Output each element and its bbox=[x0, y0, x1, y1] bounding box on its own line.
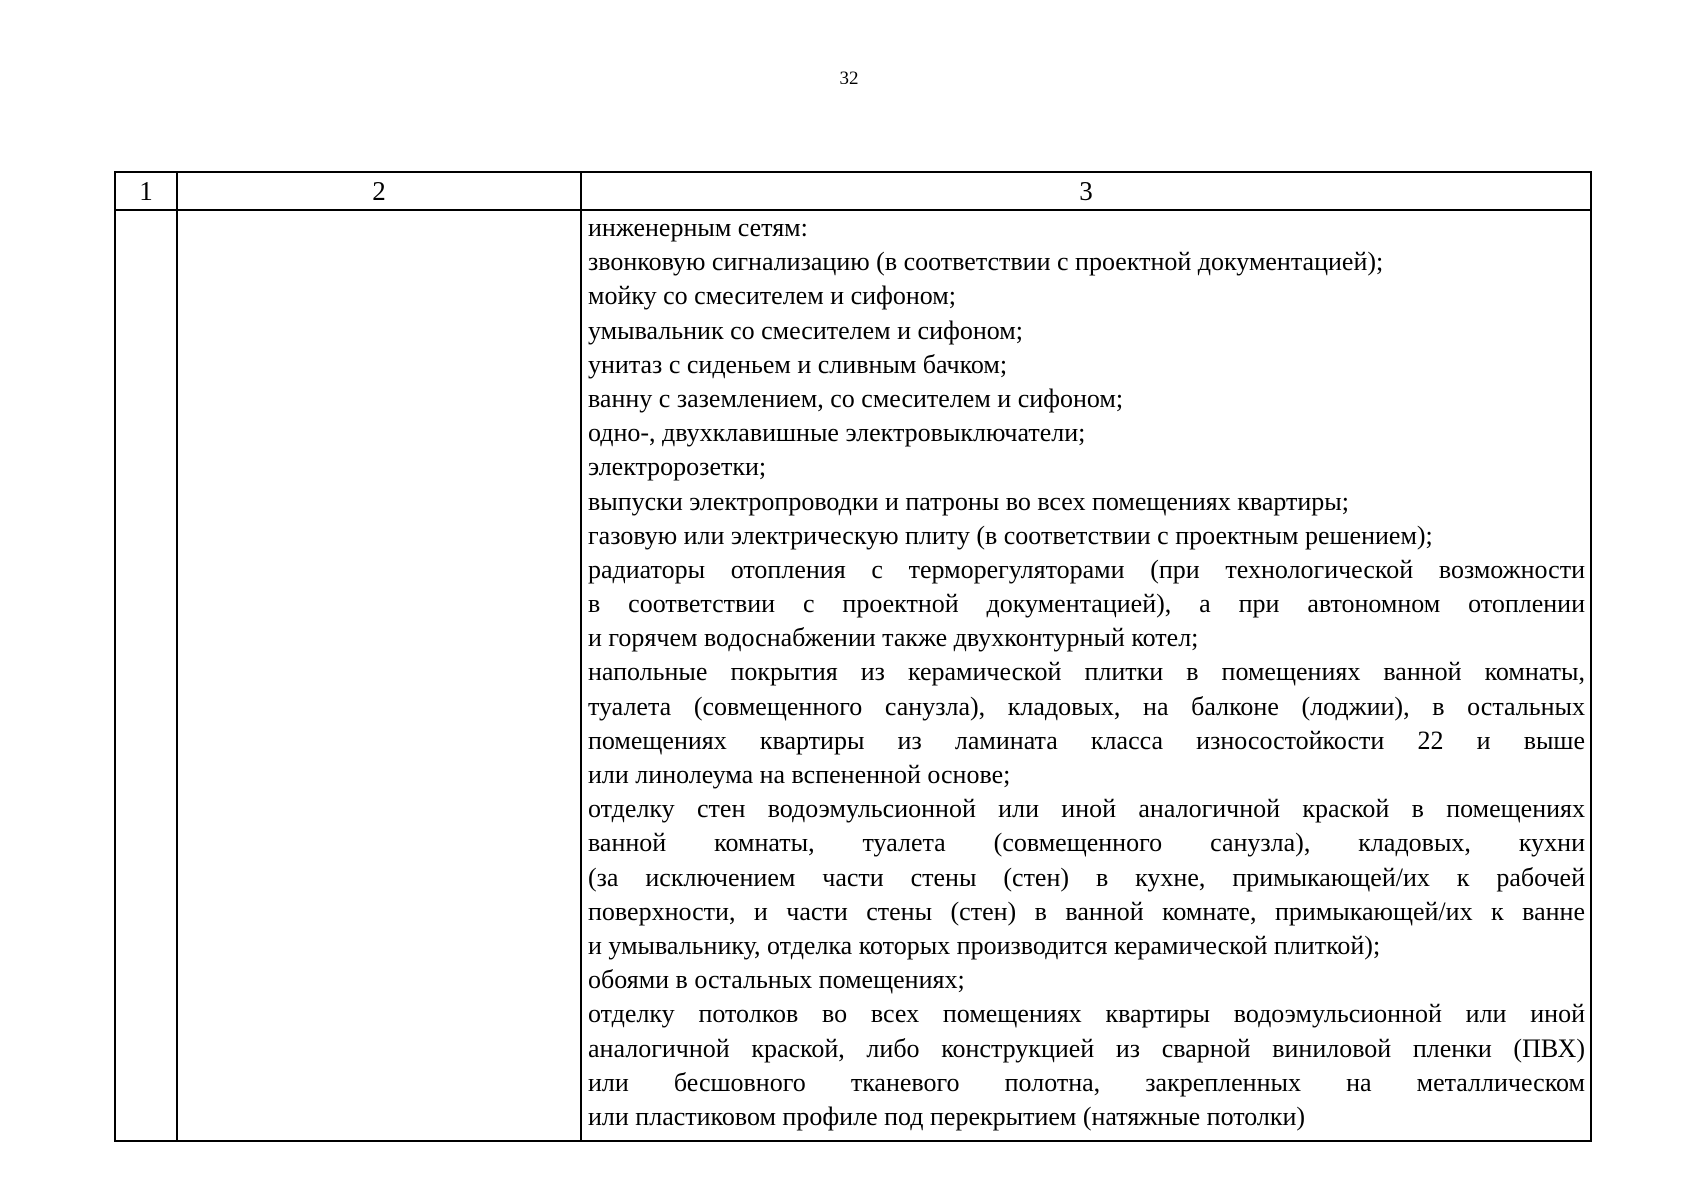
text-line: радиаторы отопления с терморегуляторами (при технологической возможности bbox=[588, 554, 1585, 584]
text-line: выпуски электропроводки и патроны во всех помещениях квартиры; bbox=[588, 486, 1349, 516]
column-header-2: 2 bbox=[177, 172, 581, 210]
content-text-block bbox=[588, 211, 1585, 1134]
column-header-3: 3 bbox=[581, 172, 1591, 210]
text-line: умывальник со смесителем и сифоном; bbox=[588, 315, 1023, 345]
cell-col-1 bbox=[115, 210, 177, 1141]
text-line: инженерным сетям: bbox=[588, 213, 808, 242]
text-line: звонковую сигнализацию (в соответствии с проектной документацией); bbox=[588, 247, 1384, 277]
text-line: или линолеума на вспененной основе; bbox=[588, 760, 1011, 789]
table-row bbox=[115, 210, 1591, 1141]
text-line: напольные покрытия из керамической плитки в помещениях ванной комнаты, bbox=[588, 657, 1585, 687]
text-line: поверхности, и части стены (стен) в ванной комнате, примыкающей/их к ванне bbox=[588, 896, 1585, 926]
text-line: одно-, двухклавишные электровыключатели; bbox=[588, 418, 1086, 448]
text-line: газовую или электрическую плиту (в соответствии с проектным решением); bbox=[588, 520, 1433, 550]
text-line: электророзетки; bbox=[588, 452, 767, 482]
table-header-row bbox=[115, 172, 1591, 210]
text-line: ванну с заземлением, со смесителем и сифоном; bbox=[588, 383, 1124, 413]
document-table bbox=[114, 171, 1592, 1142]
text-line: и горячем водоснабжении также двухконтурный котел; bbox=[588, 623, 1199, 653]
text-line: отделку потолков во всех помещениях квартиры водоэмульсионной или иной bbox=[588, 999, 1585, 1029]
text-line: обоями в остальных помещениях; bbox=[588, 965, 965, 995]
text-line: отделку стен водоэмульсионной или иной аналогичной краской в помещениях bbox=[588, 794, 1585, 824]
text-line: или пластиковом профиле под перекрытием (натяжные потолки) bbox=[588, 1101, 1306, 1131]
cell-col-3-content bbox=[581, 210, 1591, 1141]
text-line: мойку со смесителем и сифоном; bbox=[588, 281, 956, 311]
text-line: и умывальнику, отделка которых производится керамической плиткой); bbox=[588, 930, 1381, 960]
text-line: аналогичной краской, либо конструкцией из сварной виниловой пленки (ПВХ) bbox=[588, 1033, 1585, 1063]
text-line: туалета (совмещенного санузла), кладовых, на балконе (лоджии), в остальных bbox=[588, 691, 1585, 721]
page-number: 32 bbox=[839, 68, 859, 89]
column-header-1: 1 bbox=[115, 172, 177, 210]
cell-bottom-spacing bbox=[588, 1134, 1585, 1140]
text-line: ванной комнаты, туалета (совмещенного санузла), кладовых, кухни bbox=[588, 828, 1585, 858]
text-line: (за исключением части стены (стен) в кухне, примыкающей/их к рабочей bbox=[588, 862, 1585, 892]
text-line: унитаз с сиденьем и сливным бачком; bbox=[588, 349, 1008, 379]
cell-col-2 bbox=[177, 210, 581, 1141]
text-line: помещениях квартиры из ламината класса износостойкости 22 и выше bbox=[588, 725, 1585, 755]
text-line: в соответствии с проектной документацией), а при автономном отоплении bbox=[588, 589, 1585, 619]
text-line: или бесшовного тканевого полотна, закрепленных на металлическом bbox=[588, 1067, 1585, 1097]
